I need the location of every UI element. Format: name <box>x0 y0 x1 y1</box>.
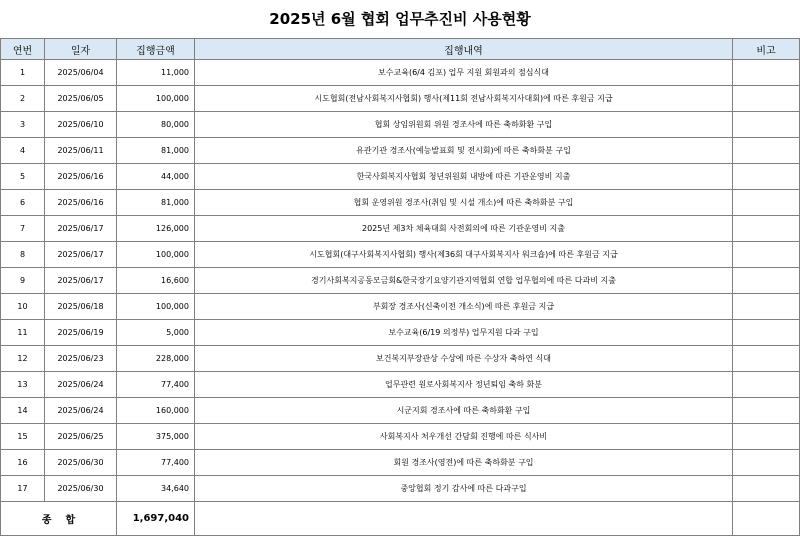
cell-note <box>733 424 800 450</box>
cell-note <box>733 216 800 242</box>
cell-no: 5 <box>1 164 45 190</box>
table-row <box>1 60 800 86</box>
expense-table <box>0 38 800 536</box>
cell-amount: 77,400 <box>117 372 195 398</box>
cell-date: 2025/06/25 <box>45 424 117 450</box>
cell-no: 16 <box>1 450 45 476</box>
cell-note <box>733 372 800 398</box>
total-row <box>1 502 800 536</box>
cell-note <box>733 86 800 112</box>
cell-desc: 사회복지사 처우개선 간담회 진행에 따른 식사비 <box>195 424 733 450</box>
cell-note <box>733 294 800 320</box>
cell-date: 2025/06/23 <box>45 346 117 372</box>
table-row <box>1 372 800 398</box>
cell-date: 2025/06/24 <box>45 372 117 398</box>
cell-note <box>733 398 800 424</box>
cell-date: 2025/06/24 <box>45 398 117 424</box>
cell-no: 12 <box>1 346 45 372</box>
table-row <box>1 242 800 268</box>
cell-note <box>733 320 800 346</box>
cell-no: 15 <box>1 424 45 450</box>
header-note: 비고 <box>733 39 800 60</box>
cell-desc: 보수교육(6/4 김포) 업무 지원 회원과의 점심식대 <box>195 60 733 86</box>
cell-no: 17 <box>1 476 45 502</box>
cell-amount: 375,000 <box>117 424 195 450</box>
cell-note <box>733 112 800 138</box>
cell-desc: 시도협회(전남사회복지사협회) 행사(제11회 전남사회복지사대회)에 따른 후원금 지급 <box>195 86 733 112</box>
cell-no: 13 <box>1 372 45 398</box>
cell-amount: 34,640 <box>117 476 195 502</box>
cell-desc: 시군지회 경조사에 따른 축하화환 구입 <box>195 398 733 424</box>
cell-no: 6 <box>1 190 45 216</box>
cell-no: 8 <box>1 242 45 268</box>
cell-amount: 77,400 <box>117 450 195 476</box>
table-row <box>1 268 800 294</box>
cell-no: 11 <box>1 320 45 346</box>
cell-desc: 업무관련 원로사회복지사 정년퇴임 축하 화분 <box>195 372 733 398</box>
cell-no: 9 <box>1 268 45 294</box>
table-row <box>1 476 800 502</box>
cell-desc: 협회 운영위원 경조사(취임 및 시설 개소)에 따른 축하화분 구입 <box>195 190 733 216</box>
cell-amount: 44,000 <box>117 164 195 190</box>
cell-amount: 80,000 <box>117 112 195 138</box>
cell-desc: 보수교육(6/19 의정부) 업무지원 다과 구입 <box>195 320 733 346</box>
cell-desc: 중앙협회 정기 감사에 따른 다과구입 <box>195 476 733 502</box>
cell-date: 2025/06/17 <box>45 242 117 268</box>
cell-no: 2 <box>1 86 45 112</box>
cell-no: 10 <box>1 294 45 320</box>
cell-amount: 228,000 <box>117 346 195 372</box>
cell-no: 14 <box>1 398 45 424</box>
cell-no: 1 <box>1 60 45 86</box>
cell-desc: 시도협회(대구사회복지사협회) 행사(제36회 대구사회복지사 워크숍)에 따른 후원금 지급 <box>195 242 733 268</box>
cell-note <box>733 190 800 216</box>
table-row <box>1 346 800 372</box>
cell-date: 2025/06/11 <box>45 138 117 164</box>
cell-desc: 회원 경조사(영전)에 따른 축하화분 구입 <box>195 450 733 476</box>
total-label: 종합 <box>1 502 117 536</box>
table-row <box>1 398 800 424</box>
cell-amount: 160,000 <box>117 398 195 424</box>
cell-desc: 보건복지부장관상 수상에 따른 수상자 축하연 식대 <box>195 346 733 372</box>
cell-note <box>733 476 800 502</box>
header-no: 연번 <box>1 39 45 60</box>
cell-note <box>733 346 800 372</box>
cell-note <box>733 268 800 294</box>
cell-amount: 81,000 <box>117 138 195 164</box>
cell-amount: 100,000 <box>117 86 195 112</box>
cell-note <box>733 60 800 86</box>
cell-note <box>733 138 800 164</box>
table-row <box>1 164 800 190</box>
cell-date: 2025/06/30 <box>45 450 117 476</box>
table-row <box>1 216 800 242</box>
cell-date: 2025/06/04 <box>45 60 117 86</box>
cell-date: 2025/06/17 <box>45 268 117 294</box>
header-date: 일자 <box>45 39 117 60</box>
cell-desc: 경기사회복지공동모금회&한국장기요양기관지역협회 연합 업무협의에 따른 다과비 지출 <box>195 268 733 294</box>
cell-note <box>733 242 800 268</box>
header-desc: 집행내역 <box>195 39 733 60</box>
cell-date: 2025/06/19 <box>45 320 117 346</box>
header-amount: 집행금액 <box>117 39 195 60</box>
table-row <box>1 138 800 164</box>
cell-amount: 81,000 <box>117 190 195 216</box>
cell-note <box>733 450 800 476</box>
cell-amount: 5,000 <box>117 320 195 346</box>
table-row <box>1 86 800 112</box>
cell-date: 2025/06/18 <box>45 294 117 320</box>
cell-no: 3 <box>1 112 45 138</box>
cell-no: 4 <box>1 138 45 164</box>
header-row <box>1 39 800 60</box>
table-row <box>1 424 800 450</box>
cell-desc: 한국사회복지사협회 청년위원회 내방에 따른 기관운영비 지출 <box>195 164 733 190</box>
table-row <box>1 320 800 346</box>
cell-date: 2025/06/17 <box>45 216 117 242</box>
cell-amount: 126,000 <box>117 216 195 242</box>
cell-amount: 100,000 <box>117 242 195 268</box>
cell-desc: 유관기관 경조사(예능발표회 및 전시회)에 따른 축하화분 구입 <box>195 138 733 164</box>
total-note-cell <box>733 502 800 536</box>
total-amount: 1,697,040 <box>117 502 195 536</box>
cell-amount: 11,000 <box>117 60 195 86</box>
page-title: 2025년 6월 협회 업무추진비 사용현황 <box>269 10 531 28</box>
cell-date: 2025/06/16 <box>45 164 117 190</box>
total-desc-cell <box>195 502 733 536</box>
table-row <box>1 190 800 216</box>
cell-no: 7 <box>1 216 45 242</box>
cell-date: 2025/06/05 <box>45 86 117 112</box>
cell-note <box>733 164 800 190</box>
table-row <box>1 450 800 476</box>
table-row <box>1 294 800 320</box>
cell-desc: 협회 상임위원회 위원 경조사에 따른 축하화환 구입 <box>195 112 733 138</box>
cell-amount: 16,600 <box>117 268 195 294</box>
cell-desc: 2025년 제3차 체육대회 사전회의에 따른 기관운영비 지출 <box>195 216 733 242</box>
cell-desc: 부회장 경조사(신축이전 개소식)에 따른 후원금 지급 <box>195 294 733 320</box>
cell-date: 2025/06/30 <box>45 476 117 502</box>
cell-date: 2025/06/16 <box>45 190 117 216</box>
cell-amount: 100,000 <box>117 294 195 320</box>
table-row <box>1 112 800 138</box>
cell-date: 2025/06/10 <box>45 112 117 138</box>
